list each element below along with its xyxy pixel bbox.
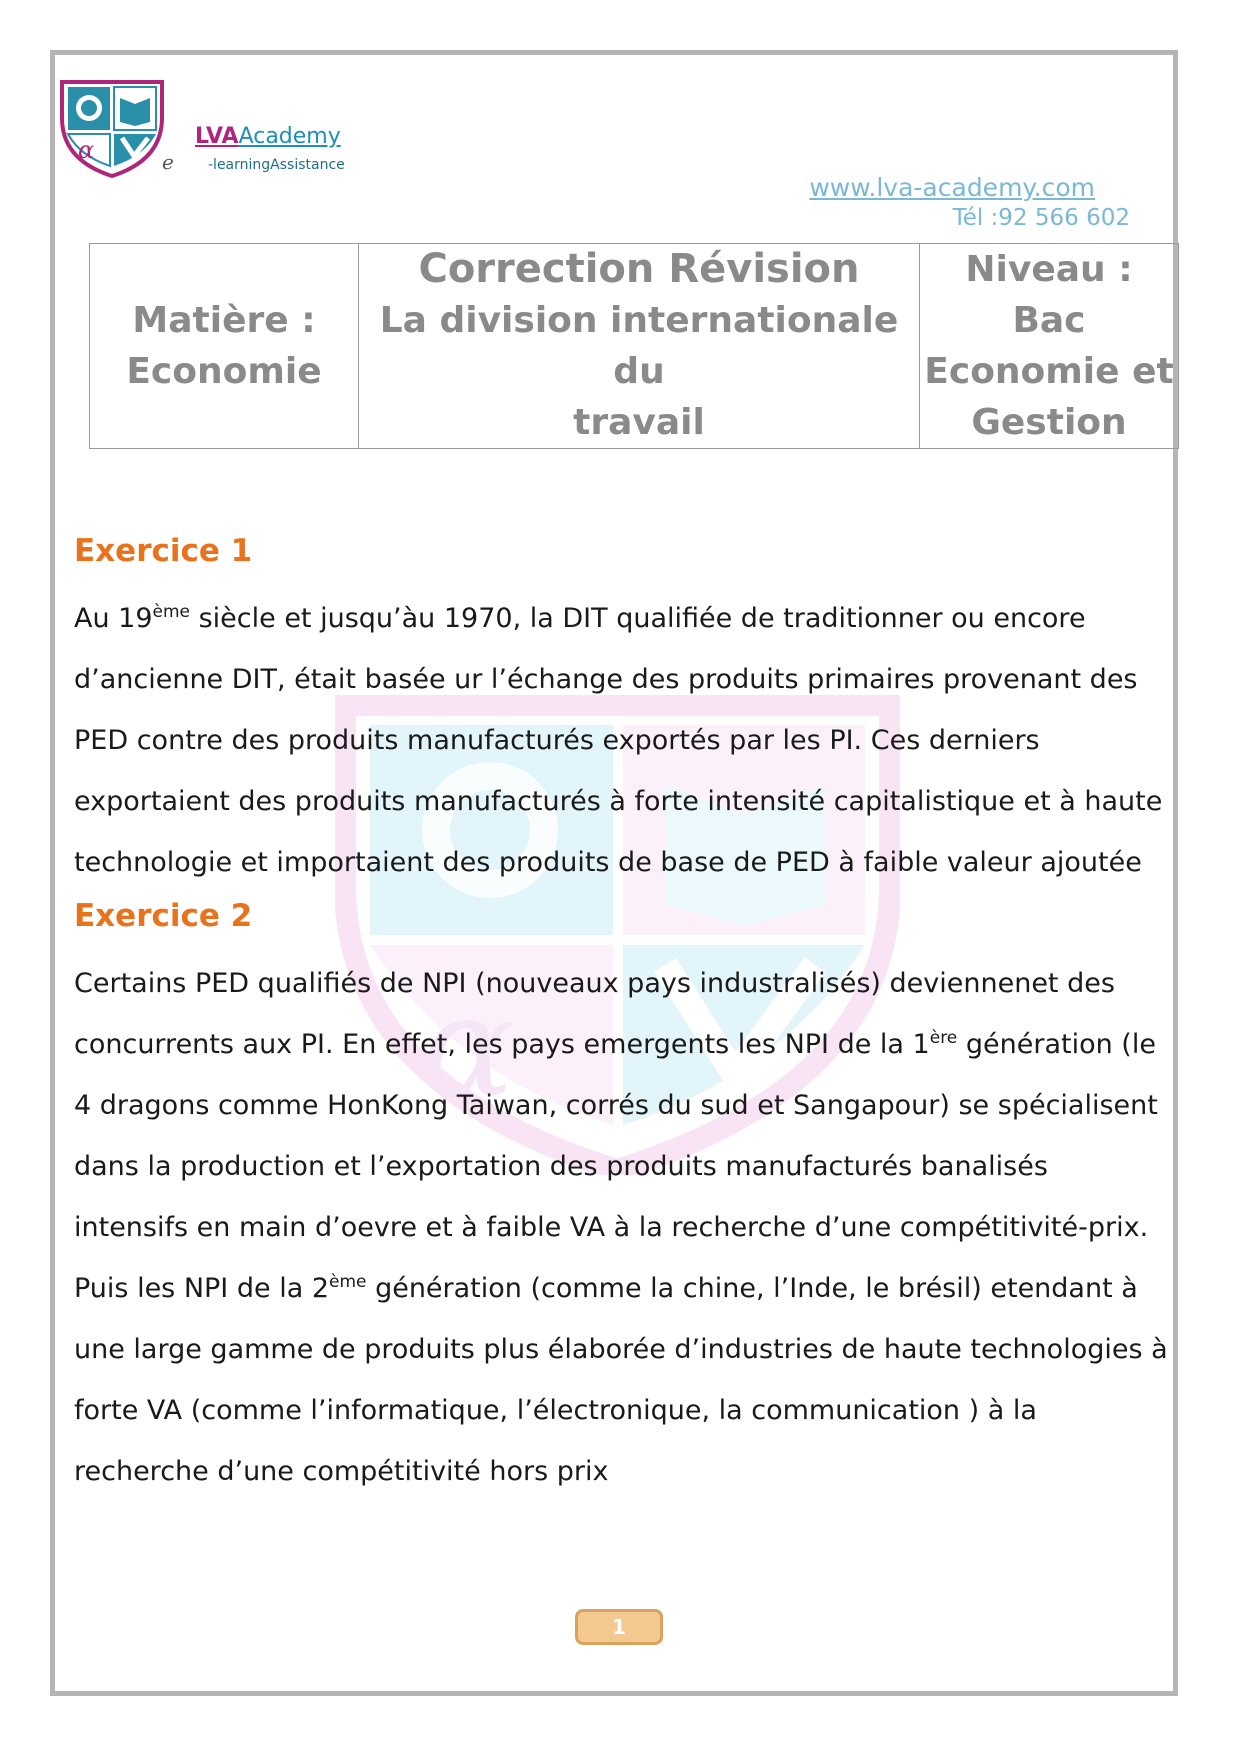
ex2-line: forte VA (comme l’informatique, l’électronique, la communication ) à la (74, 1395, 1037, 1426)
ex1-line1-start: Au 19 (74, 603, 153, 634)
subject-cell (90, 244, 359, 449)
ex2-line: recherche d’une compétitivité hors prix (74, 1456, 609, 1487)
ex2-line (74, 1258, 1174, 1319)
ex1-line: exportaient des produits manufacturés à forte intensité capitalistique et à haute (74, 786, 1163, 817)
ex2-line: 4 dragons comme HonKong Taiwan, corrés du sud et Sangapour) se spécialisent (74, 1090, 1158, 1121)
ex2-line: dans la production et l’exportation des produits manufacturés banalisés (74, 1151, 1048, 1182)
ex2-line6-sup: ème (329, 1272, 367, 1292)
main-content (74, 528, 1174, 1502)
title-cell (359, 244, 920, 449)
ex1-line: PED contre des produits manufacturés exportés par les PI. Ces derniers (74, 725, 1040, 756)
level-line1: Niveau : Bac (965, 249, 1133, 341)
ex1-line1-sup: ème (152, 602, 191, 622)
exercise-2-text (74, 953, 1174, 1502)
ex2-line2-end: génération (le (957, 1029, 1156, 1060)
level-cell (920, 244, 1179, 449)
svg-text:α: α (420, 966, 515, 1129)
ex2-line: Certains PED qualifiés de NPI (nouveaux pays industralisés) deviennenet des (74, 968, 1115, 999)
ex1-line: technologie et importaient des produits de base de PED à faible valeur ajoutée (74, 847, 1142, 878)
ex1-line1-end: siècle et jusqu’àu 1970, la DIT qualifiée de traditionner ou encore (190, 603, 1086, 634)
ex2-line2-sup: ère (929, 1028, 958, 1048)
level-line2: Economie et (924, 351, 1174, 392)
svg-text:α: α (78, 136, 95, 164)
ex2-line6-start: Puis les NPI de la 2 (74, 1273, 329, 1304)
ex2-line6-end: génération (comme la chine, l’Inde, le brésil) etendant à (366, 1273, 1138, 1304)
website-link[interactable]: www.lva-academy.com (809, 173, 1095, 202)
ex2-line2-start: concurrents aux PI. En effet, les pays emergents les NPI de la 1 (74, 1029, 930, 1060)
brand-academy: Academy (238, 124, 341, 149)
phone-number: Tél :92 566 602 (952, 205, 1130, 231)
brand-name (195, 124, 341, 149)
brand-e-letter: e (162, 150, 174, 174)
subject-value: Economie (126, 351, 322, 392)
level-line3: Gestion (971, 402, 1127, 443)
page-number-badge: 1 (575, 1609, 663, 1645)
brand-tagline: -learningAssistance (208, 157, 345, 173)
ex1-line (74, 588, 1174, 649)
exercise-1-title: Exercice 1 (74, 533, 253, 569)
info-table (89, 243, 1179, 449)
doc-subtitle-line2: travail (573, 402, 705, 443)
exercise-2-title: Exercice 2 (74, 898, 253, 934)
ex2-line: une large gamme de produits plus élaborée d’industries de haute technologies à (74, 1334, 1168, 1365)
subject-label: Matière : (132, 300, 316, 341)
doc-subtitle-line1: La division internationale du (379, 300, 899, 392)
ex2-line (74, 1014, 1174, 1075)
ex2-line: intensifs en main d’oevre et à faible VA à la recherche d’une compétitivité-prix. (74, 1212, 1149, 1243)
brand-lva: LVA (195, 124, 239, 149)
doc-title: Correction Révision (418, 246, 860, 292)
ex1-line: d’ancienne DIT, était basée ur l’échange des produits primaires provenant des (74, 664, 1138, 695)
exercise-1-text (74, 588, 1174, 893)
lva-academy-logo-icon (58, 78, 166, 178)
